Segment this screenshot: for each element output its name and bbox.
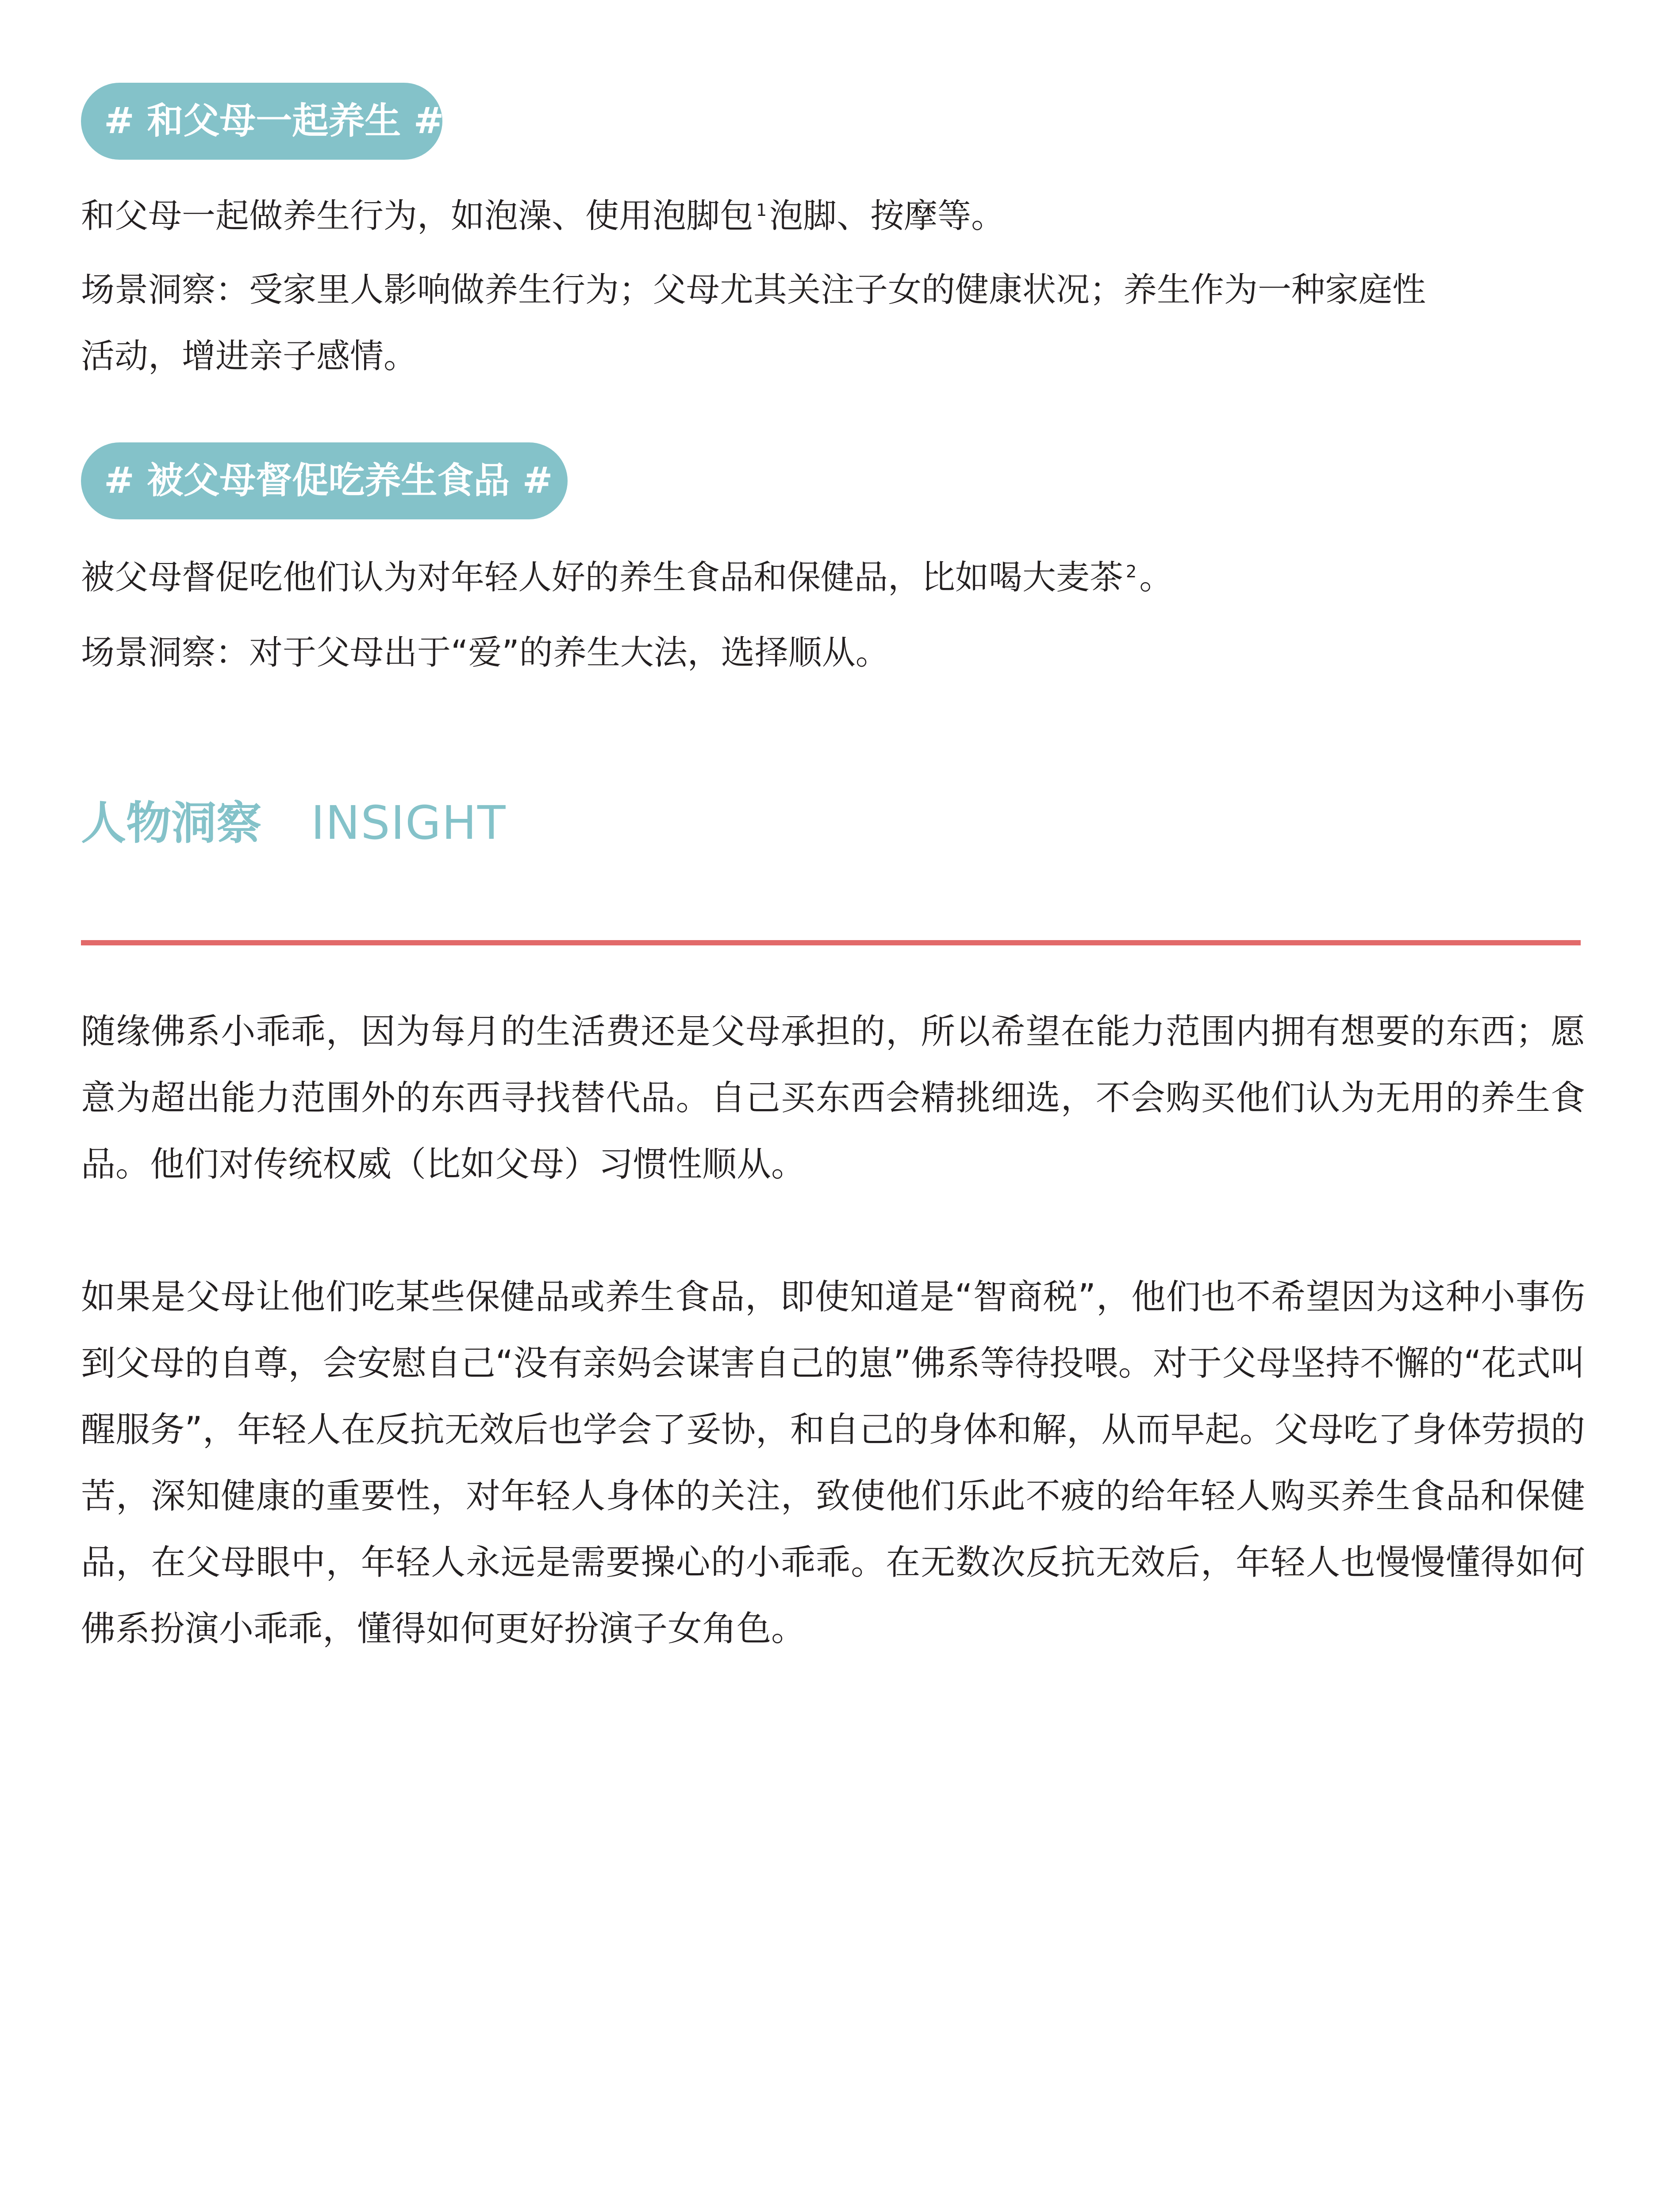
section-title-en: INSIGHT — [311, 796, 507, 850]
scene-description-text: 被父母督促吃他们认为对年轻人好的养生食品和保健品，比如喝大麦茶 — [81, 557, 1123, 597]
scene-description-text: 泡脚、按摩等。 — [769, 196, 1005, 235]
scene-insight-line: 场景洞察：对于父母出于“爱”的养生大法，选择顺从。 — [81, 633, 889, 672]
scene-tag-family-wellness: # 和父母一起养生 # — [81, 83, 442, 160]
scene-description-text: 。 — [1139, 557, 1173, 597]
scene-description — [81, 553, 1173, 602]
section-heading — [81, 792, 506, 868]
scene-description-text: 和父母一起做养生行为，如泡澡、使用泡脚包 — [81, 196, 753, 235]
scene-tag-parent-urged-food: # 被父母督促吃养生食品 # — [81, 442, 568, 519]
scene-insight-line: 活动，增进亲子感情。 — [81, 336, 417, 376]
footnote-marker: 2 — [1126, 561, 1137, 581]
footnote-marker: 1 — [756, 200, 767, 220]
section-divider — [81, 940, 1581, 945]
insight-paragraph: 随缘佛系小乖乖，因为每月的生活费还是父母承担的，所以希望在能力范围内拥有想要的东西；愿意为超出能力范围外的东西寻找替代品。自己买东西会精挑细选，不会购买他们认为无用的养生食品。他们对传统权威（比如父母）习惯性顺从。 — [81, 1012, 1585, 1184]
insight-paragraph: 如果是父母让他们吃某些保健品或养生食品，即使知道是“智商税”，他们也不希望因为这种小事伤到父母的自尊，会安慰自己“没有亲妈会谋害自己的崽”佛系等待投喂。对于父母坚持不懈的“花式叫醒服务”，年轻人在反抗无效后也学会了妥协，和自己的身体和解，从而早起。父母吃了身体劳损的苦，深知健康的重要性，对年轻人身体的关注，致使他们乐此不疲的给年轻人购买养生食品和保健品，在父母眼中，年轻人永远是需要操心的小乖乖。在无数次反抗无效后，年轻人也慢慢懂得如何佛系扮演小乖乖，懂得如何更好扮演子女角色。 — [81, 1277, 1585, 1649]
scene-description — [81, 192, 1005, 240]
section-title-cn: 人物洞察 — [81, 797, 261, 850]
scene-insight-line: 场景洞察：受家里人影响做养生行为；父母尤其关注子女的健康状况；养生作为一种家庭性 — [81, 270, 1426, 309]
